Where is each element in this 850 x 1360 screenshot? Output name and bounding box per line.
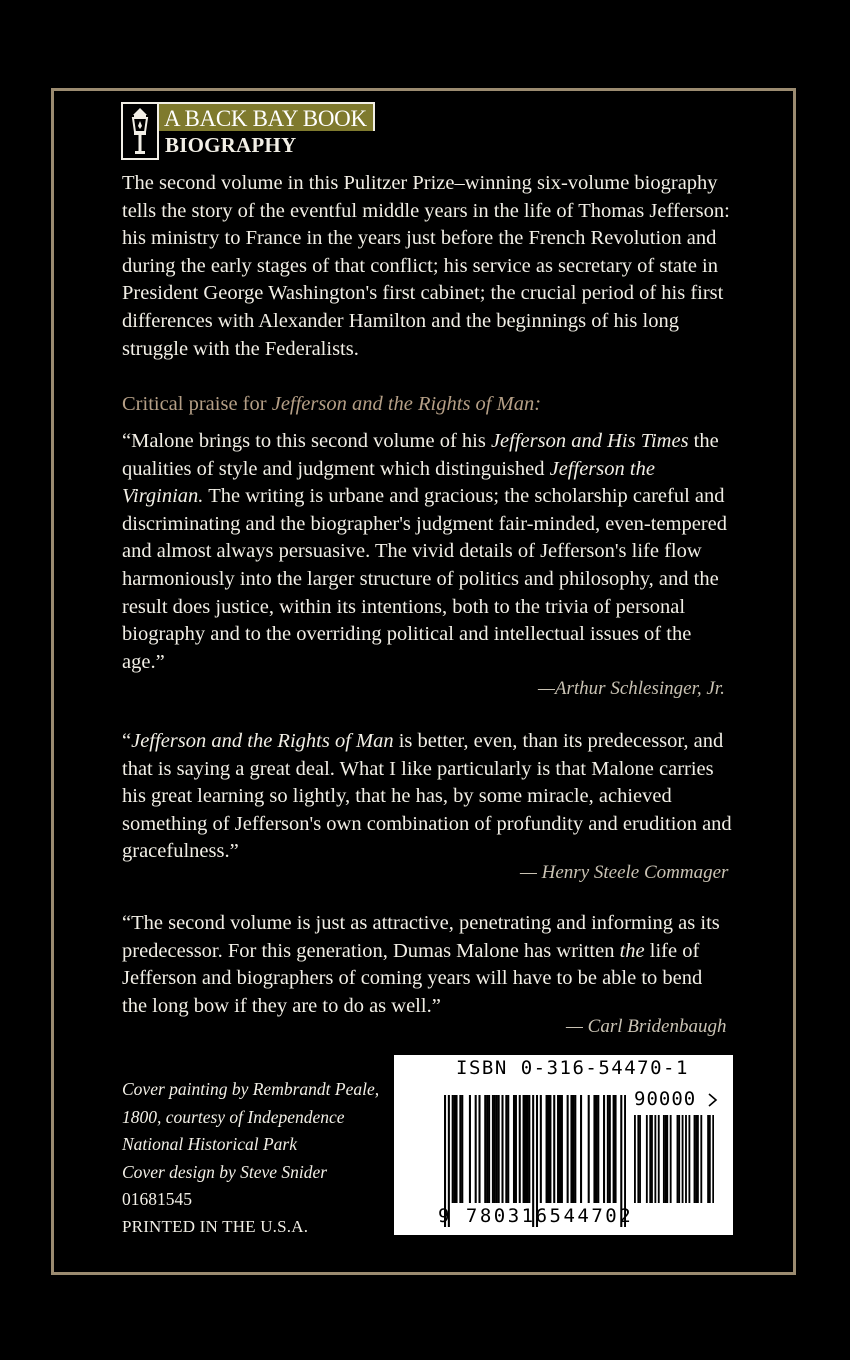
addon-bar (707, 1115, 709, 1203)
barcode-bar (607, 1095, 609, 1203)
barcode-bar (461, 1095, 463, 1203)
barcode-bar (588, 1095, 590, 1203)
barcode-bar (570, 1095, 572, 1203)
barcode-bar (484, 1095, 486, 1203)
quote-attribution-2: — Henry Steele Commager (520, 862, 729, 883)
barcode-bar (613, 1095, 615, 1203)
praise-heading (122, 390, 541, 418)
quote-title-italic: Jefferson and the Rights of Man (131, 730, 394, 752)
addon-barcode (634, 1115, 714, 1205)
barcode-bar (505, 1095, 507, 1203)
ean-left-group: 780316 (465, 1205, 550, 1227)
quote-segment: life of Jefferson and biographers of coming years will have to be able to bend the long bow if they are to do as well.” (122, 939, 703, 1017)
addon-bar (688, 1115, 690, 1203)
book-description (122, 170, 732, 363)
ean-right-group: 544702 (549, 1205, 634, 1227)
catalog-code: 01681545 (122, 1189, 192, 1209)
barcode-bar (540, 1095, 542, 1203)
barcode-bar (609, 1095, 611, 1203)
addon-bar (651, 1115, 653, 1203)
barcode-panel (394, 1055, 733, 1235)
ean-first-digit: 9 (438, 1205, 452, 1227)
addon-bar (658, 1115, 660, 1203)
addon-bar (670, 1115, 672, 1203)
addon-bar (639, 1115, 641, 1203)
quote-title-italic: the (619, 939, 645, 962)
barcode-bar (524, 1095, 526, 1203)
quote-attribution-3: — Carl Bridenbaugh (566, 1016, 727, 1037)
barcode-bar (488, 1095, 490, 1203)
isbn-number: ISBN 0-316-54470-1 (456, 1057, 689, 1079)
addon-bar (697, 1115, 699, 1203)
barcode-bar (469, 1095, 471, 1203)
barcode-bar (553, 1095, 555, 1203)
barcode-bar (513, 1095, 515, 1203)
barcode-bar (595, 1095, 597, 1203)
barcode-bar (455, 1095, 457, 1203)
addon-bar (654, 1115, 656, 1203)
review-quote-2 (122, 728, 732, 866)
barcode-bar (519, 1095, 521, 1203)
cover-credits (122, 1076, 382, 1214)
addon-bar (709, 1115, 711, 1203)
addon-bar (666, 1115, 668, 1203)
quote-text (122, 428, 732, 676)
quote-segment: “The second volume is just as attractive, penetrating and informing as its predecessor. For this generation, Dumas Malone has written (122, 912, 720, 962)
barcode-bar (561, 1095, 563, 1203)
barcode-bar (567, 1095, 569, 1203)
barcode-bar (492, 1095, 494, 1203)
publisher-name: A BACK BAY BOOK (159, 102, 375, 131)
description-text: The second volume in this Pulitzer Prize–winning six-volume biography tells the story of the eventful middle years in the life of Thomas Jefferson: his ministry to France in the years just before the French Revolution and during the early stages of that conflict; his service as secretary of state in President George Washington's first cabinet; the crucial period of his first differences with Alexander Hamilton and the beginnings of his long struggle with the Federalists. (122, 172, 730, 360)
barcode-bar (572, 1095, 574, 1203)
barcode-bar (603, 1095, 605, 1203)
barcode-bar (507, 1095, 509, 1203)
addon-bar (665, 1115, 667, 1203)
addon-bar (685, 1115, 687, 1203)
addon-bar (695, 1115, 697, 1203)
barcode-bar (528, 1095, 530, 1203)
quote-text (122, 910, 732, 1020)
printed-notice: PRINTED IN THE U.S.A. (122, 1217, 309, 1236)
barcode-bar (494, 1095, 496, 1203)
barcode-bar (557, 1095, 559, 1203)
barcode-bar (496, 1095, 498, 1203)
price-code: 90000 (634, 1088, 697, 1110)
review-quote-1 (122, 428, 732, 676)
addon-bar (682, 1115, 684, 1203)
quote-segment: “Malone brings to this second volume of his (122, 430, 491, 452)
addon-bar (646, 1115, 648, 1203)
quote-text (122, 728, 732, 866)
barcode-bar (523, 1095, 525, 1203)
barcode-bar (580, 1095, 582, 1203)
quote-attribution-1: —Arthur Schlesinger, Jr. (538, 678, 725, 699)
addon-bar (634, 1115, 636, 1203)
chevron-right-icon (707, 1092, 719, 1108)
quote-title-italic: Jefferson and His Times (490, 430, 689, 452)
quote-segment: The writing is urbane and gracious; the scholarship careful and discriminating and the biographer's judgment fair-minded, even-tempered and almost always persuasive. The vivid details of Jefferson's life flow harmoniously into the larger structure of politics and philosophy, and the result does justice, within its intentions, both to the trivia of personal biography and to the overriding political and intellectual issues of the age.” (122, 485, 727, 673)
addon-bar (700, 1115, 702, 1203)
addon-bar (694, 1115, 696, 1203)
addon-bar (663, 1115, 665, 1203)
ean-number (438, 1205, 633, 1227)
barcode-bar (593, 1095, 595, 1203)
barcode-bar (478, 1095, 480, 1203)
cover-painting-credit: Cover painting by Rembrandt Peale, 1800, courtesy of Independence National Historical Park (122, 1079, 380, 1154)
publisher-logo (121, 102, 375, 160)
addon-bar (712, 1115, 714, 1203)
addon-bar (637, 1115, 639, 1203)
praise-heading-title: Jefferson and the Rights of Man: (271, 393, 542, 415)
barcode-bar (597, 1095, 599, 1203)
quote-segment: “ (122, 730, 132, 752)
quote-title-italic: Jefferson the Virginian. (122, 457, 655, 508)
book-category: BIOGRAPHY (165, 133, 297, 157)
addon-bar (678, 1115, 680, 1203)
praise-heading-prefix: Critical praise for (122, 393, 272, 415)
barcode-bar (486, 1095, 488, 1203)
barcode-bar (498, 1095, 500, 1203)
quote-segment: the qualities of style and judgment which distinguished (122, 430, 719, 480)
barcode-bar (615, 1095, 617, 1203)
barcode-bar (501, 1095, 503, 1203)
quote-segment: is better, even, than its predecessor, and that is saying a great deal. What I like particularly is that Malone carries his great learning so lightly, that he has, by some miracle, achieved something of Jefferson's own combination of profundity and erudition and gracefulness.” (122, 730, 732, 863)
review-quote-3 (122, 910, 732, 1020)
barcode-bar (452, 1095, 454, 1203)
barcode-bar (549, 1095, 551, 1203)
barcode-bar (526, 1095, 528, 1203)
barcode-bar (574, 1095, 576, 1203)
barcode-bar (559, 1095, 561, 1203)
barcode-bar (475, 1095, 477, 1203)
barcode-bar (459, 1095, 461, 1203)
barcode-bar (547, 1095, 549, 1203)
lamp-icon (121, 102, 159, 160)
barcode-bar (546, 1095, 548, 1203)
addon-bar (649, 1115, 651, 1203)
addon-bar (677, 1115, 679, 1203)
barcode-bar (515, 1095, 517, 1203)
cover-design-credit: Cover design by Steve Snider (122, 1161, 328, 1182)
barcode-bar (454, 1095, 456, 1203)
